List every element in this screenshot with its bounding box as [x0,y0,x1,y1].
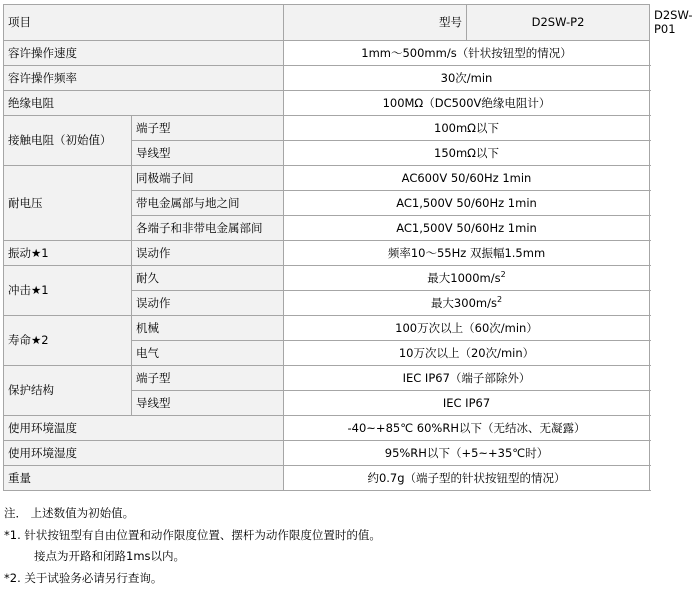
row-sublabel: 同极端子间 [132,165,284,190]
header-item-label: 项目 [4,5,284,41]
footnote-0: 注． 上述数值为初始值。 [4,505,135,520]
row-value-base: 最大300m/s [430,295,497,310]
row-value: 100mΩ以下 [284,115,650,140]
row-value-superscript: 2 [500,269,506,279]
table-row [4,65,650,90]
row-value: 150mΩ以下 [284,140,650,165]
row-value: 1mm～500mm/s（针状按钮型的情况） [284,40,650,65]
row-sublabel: 机械 [132,315,284,340]
row-label: 容许操作频率 [4,65,284,90]
table-header-row: 项目 型号 D2SW-P2 D2SW-P01 [4,5,650,41]
row-label: 振动★1 [4,240,132,265]
table-row [4,315,650,340]
row-sublabel: 端子型 [132,115,284,140]
row-value-superscript: 2 [496,294,503,304]
row-label: 使用环境湿度 [4,440,284,465]
row-value: 约0.7g（端子型的针状按钮型的情况） [284,465,650,490]
row-label: 接触电阻（初始值） [4,115,132,165]
row-label: 重量 [4,465,284,490]
row-value: 频率10～55Hz 双振幅1.5mm [284,240,650,265]
row-value [284,290,650,315]
row-value: IEC IP67 [284,390,650,415]
table-row [4,365,650,390]
row-sublabel: 导线型 [132,390,284,415]
row-label: 保护结构 [4,365,132,415]
row-value: 100MΩ（DC500V绝缘电阻计） [284,90,650,115]
row-value: 10万次以上（20次/min） [284,340,650,365]
row-value: AC600V 50/60Hz 1min [284,165,650,190]
footnote-3: *2. 关于试验务必请另行查询。 [4,571,163,586]
row-sublabel: 导线型 [132,140,284,165]
row-value: 100万次以上（60次/min） [284,315,650,340]
table-row [4,465,650,490]
row-sublabel: 各端子和非带电金属部间 [132,215,284,240]
row-value: 95%RH以下（+5~+35℃时） [284,440,650,465]
row-sublabel: 电气 [132,340,284,365]
row-label: 绝缘电阻 [4,90,284,115]
row-sublabel: 端子型 [132,365,284,390]
specification-table [3,4,693,491]
row-sublabel: 耐久 [132,265,284,290]
row-sublabel: 误动作 [132,240,284,265]
row-value: AC1,500V 50/60Hz 1min [284,215,650,240]
header-model-label: 型号 [284,5,467,41]
row-label: 冲击★1 [4,265,132,315]
footnotes [4,503,653,590]
table-row [4,40,650,65]
table-row [4,415,650,440]
table-row [4,165,650,190]
table-row [4,440,650,465]
row-label: 容许操作速度 [4,40,284,65]
row-sublabel: 误动作 [132,290,284,315]
row-label: 寿命★2 [4,315,132,365]
row-value [284,265,650,290]
row-value: -40~+85℃ 60%RH以下（无结冰、无凝露） [284,415,650,440]
header-model-1: D2SW-P2 [467,5,650,41]
row-sublabel: 带电金属部与地之间 [132,190,284,215]
row-label: 耐电压 [4,165,132,240]
row-value-base: 最大1000m/s [427,270,501,285]
spec-sheet [0,4,693,586]
row-value: AC1,500V 50/60Hz 1min [284,190,650,215]
row-value: IEC IP67（端子部除外） [284,365,650,390]
table-row [4,240,650,265]
table-row [4,265,650,290]
row-label: 使用环境温度 [4,415,284,440]
table-row [4,90,650,115]
footnote-1: *1. 针状按钮型有自由位置和动作限度位置、摆杆为动作限度位置时的值。 [4,527,381,542]
table-row [4,115,650,140]
footnote-2: 接点为开路和闭路1ms以内。 [34,549,186,564]
row-value: 30次/min [284,65,650,90]
